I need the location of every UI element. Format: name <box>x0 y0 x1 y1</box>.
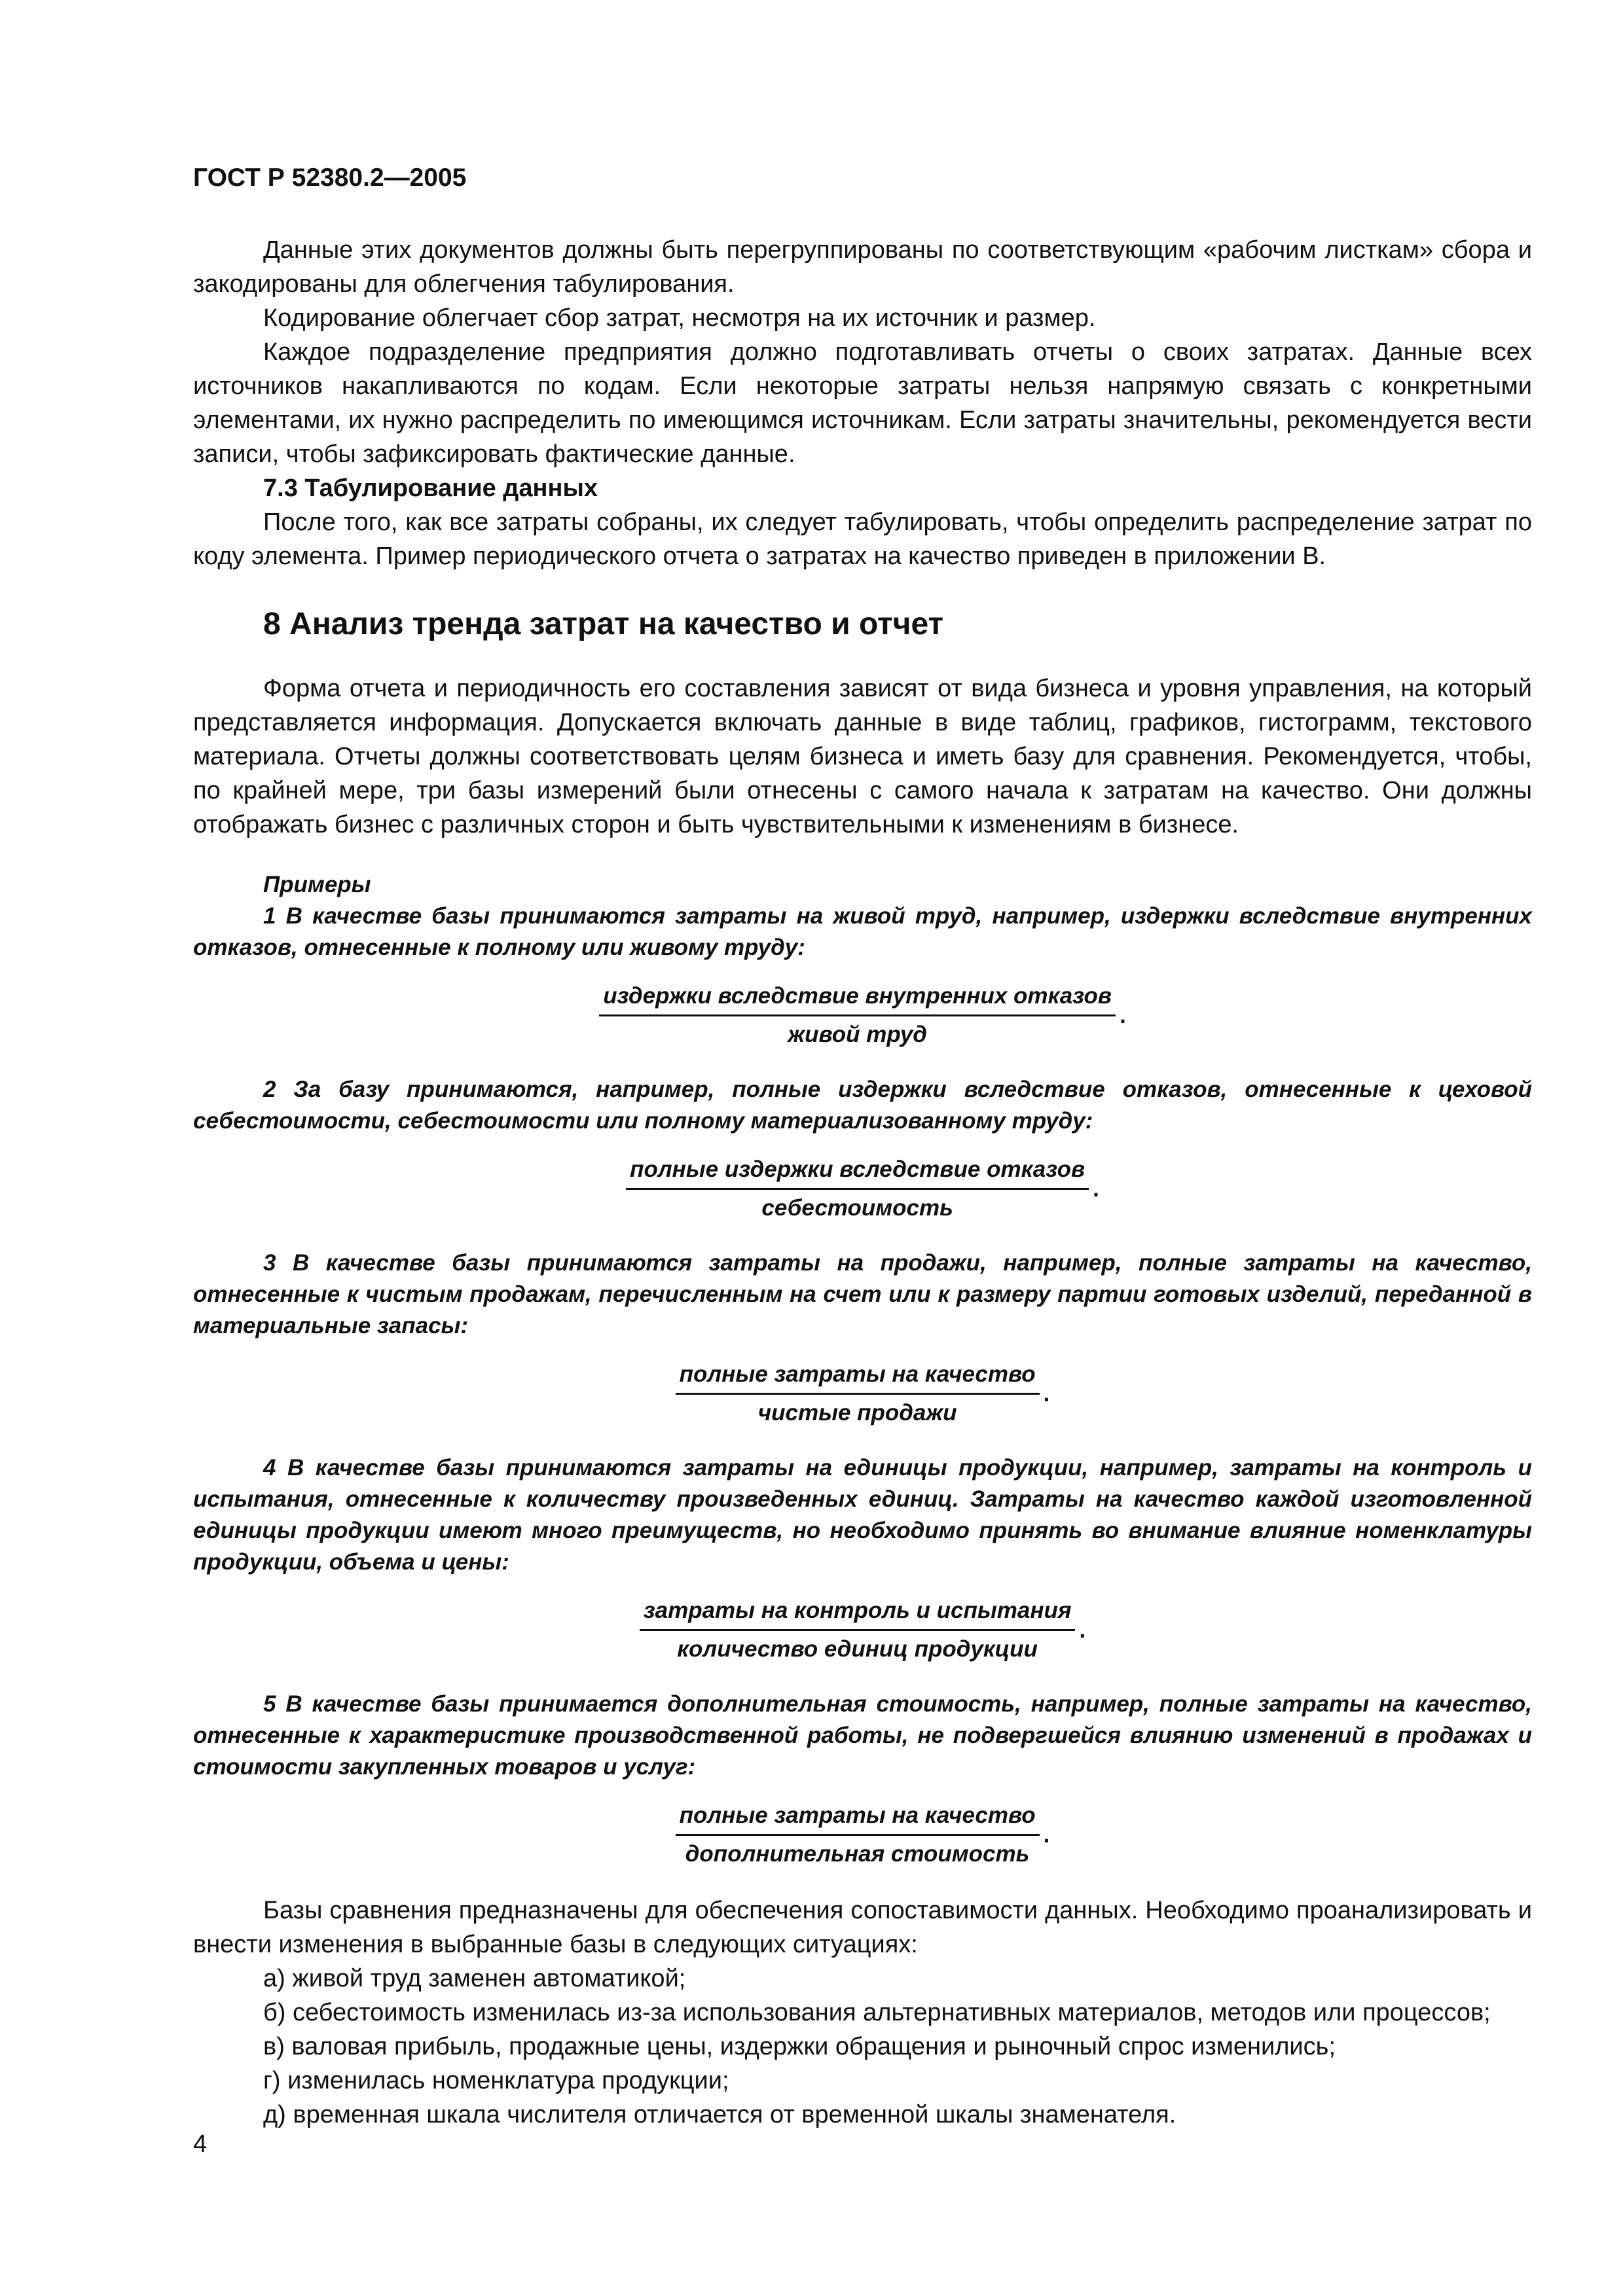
paragraph: После того, как все затраты собраны, их следует табулировать, чтобы определить распределение затрат по коду элемента. Пример периодического отчета о затратах на качество приведен в приложении В. <box>193 509 1532 570</box>
fraction-numerator: затраты на контроль и испытания <box>640 1596 1076 1631</box>
formula-period: . <box>1043 1380 1050 1407</box>
list-item: в) валовая прибыль, продажные цены, издержки обращения и рыночный спрос изменились; <box>263 2033 1336 2060</box>
paragraph: Данные этих документов должны быть перегруппированы по соответствующим «рабочим листкам» сбора и закодированы для облегчения табулирования. <box>193 236 1532 298</box>
page-number: 4 <box>193 2130 208 2158</box>
standard-header: ГОСТ Р 52380.2—2005 <box>193 164 467 192</box>
section-title: 8 Анализ тренда затрат на качество и отчет <box>263 607 944 641</box>
formula-period: . <box>1079 1617 1086 1643</box>
list-item: б) себестоимость изменилась из-за использования альтернативных материалов, методов или процессов; <box>263 1999 1491 2026</box>
formula-period: . <box>1120 1002 1126 1028</box>
fraction-numerator: полные затраты на качество <box>676 1801 1040 1836</box>
fraction-numerator: издержки вследствие внутренних отказов <box>599 982 1116 1016</box>
formula-period: . <box>1093 1175 1099 1202</box>
fraction <box>599 982 1116 1049</box>
paragraph: Каждое подразделение предприятия должно подготавливать отчеты о своих затратах. Данные всех источников накапливаются по кодам. Если некоторые затраты нельзя напрямую связать с конкретными элементами, их нужно распределить по имеющимся источникам. Если затраты значительны, рекомендуется вести записи, чтобы зафиксировать фактические данные. <box>193 338 1532 468</box>
paragraph: Кодирование облегчает сбор затрат, несмотря на их источник и размер. <box>263 304 1096 332</box>
fraction-denominator: живой труд <box>788 1022 927 1047</box>
list-item: а) живой труд заменен автоматикой; <box>263 1965 686 1992</box>
fraction-denominator: чистые продажи <box>757 1400 957 1426</box>
fraction-denominator: дополнительная стоимость <box>685 1841 1030 1867</box>
document-page <box>193 164 1532 2132</box>
formula-period: . <box>1043 1821 1050 1848</box>
fraction-numerator: полные затраты на качество <box>676 1360 1040 1395</box>
formula <box>193 1596 1532 1664</box>
fraction-denominator: себестоимость <box>761 1195 953 1221</box>
formula <box>193 1360 1532 1427</box>
example-text: 2 За базу принимаются, например, полные издержки вследствие отказов, отнесенные к цеховой себестоимости, себестоимости или полному материализованному труду: <box>193 1077 1532 1134</box>
example-text: 4 В качестве базы принимаются затраты на единицы продукции, например, затраты на контроль и испытания, отнесенные к количеству произведенных единиц. Затраты на качество каждой изготовленной единицы продукции имеют много преимуществ, но необходимо принять во внимание влияние номенклатуры продукции, объема и цены: <box>193 1455 1532 1575</box>
example-text: 5 В качестве базы принимается дополнительная стоимость, например, полные затраты на качество, отнесенные к характеристике производственной работы, не подвергшейся влиянию изменений в продажах и стоимости закупленных товаров и услуг: <box>193 1691 1532 1780</box>
examples-title: Примеры <box>263 872 371 897</box>
fraction <box>640 1596 1076 1664</box>
fraction <box>676 1360 1040 1427</box>
formula <box>193 982 1532 1049</box>
list-item: д) временная шкала числителя отличается от временной шкалы знаменателя. <box>263 2101 1176 2128</box>
fraction-denominator: количество единиц продукции <box>677 1636 1038 1662</box>
fraction <box>626 1155 1089 1223</box>
fraction <box>676 1801 1040 1869</box>
paragraph: Базы сравнения предназначены для обеспечения сопоставимости данных. Необходимо проанализировать и внести изменения в выбранные базы в следующих ситуациях: <box>193 1897 1532 1958</box>
formula <box>193 1801 1532 1869</box>
example-text: 3 В качестве базы принимаются затраты на продажи, например, полные затраты на качество, отнесенные к чистым продажам, перечисленным на счет или к размеру партии готовых изделий, переданной в материальные запасы: <box>193 1250 1532 1338</box>
subsection-title: 7.3 Табулирование данных <box>263 475 598 502</box>
list-item: г) изменилась номенклатура продукции; <box>263 2067 729 2094</box>
fraction-numerator: полные издержки вследствие отказов <box>626 1155 1089 1190</box>
paragraph: Форма отчета и периодичность его составления зависят от вида бизнеса и уровня управления, на который представляется информация. Допускается включать данные в виде таблиц, графиков, гистограмм, текстового материала. Отчеты должны соответствовать целям бизнеса и иметь базу для сравнения. Рекомендуется, чтобы, по крайней мере, три базы измерений были отнесены с самого начала к затратам на качество. Они должны отображать бизнес с различных сторон и быть чувствительными к изменениям в бизнесе. <box>193 675 1532 838</box>
example-text: 1 В качестве базы принимаются затраты на живой труд, например, издержки вследствие внутренних отказов, отнесенные к полному или живому труду: <box>193 903 1532 960</box>
formula <box>193 1155 1532 1223</box>
